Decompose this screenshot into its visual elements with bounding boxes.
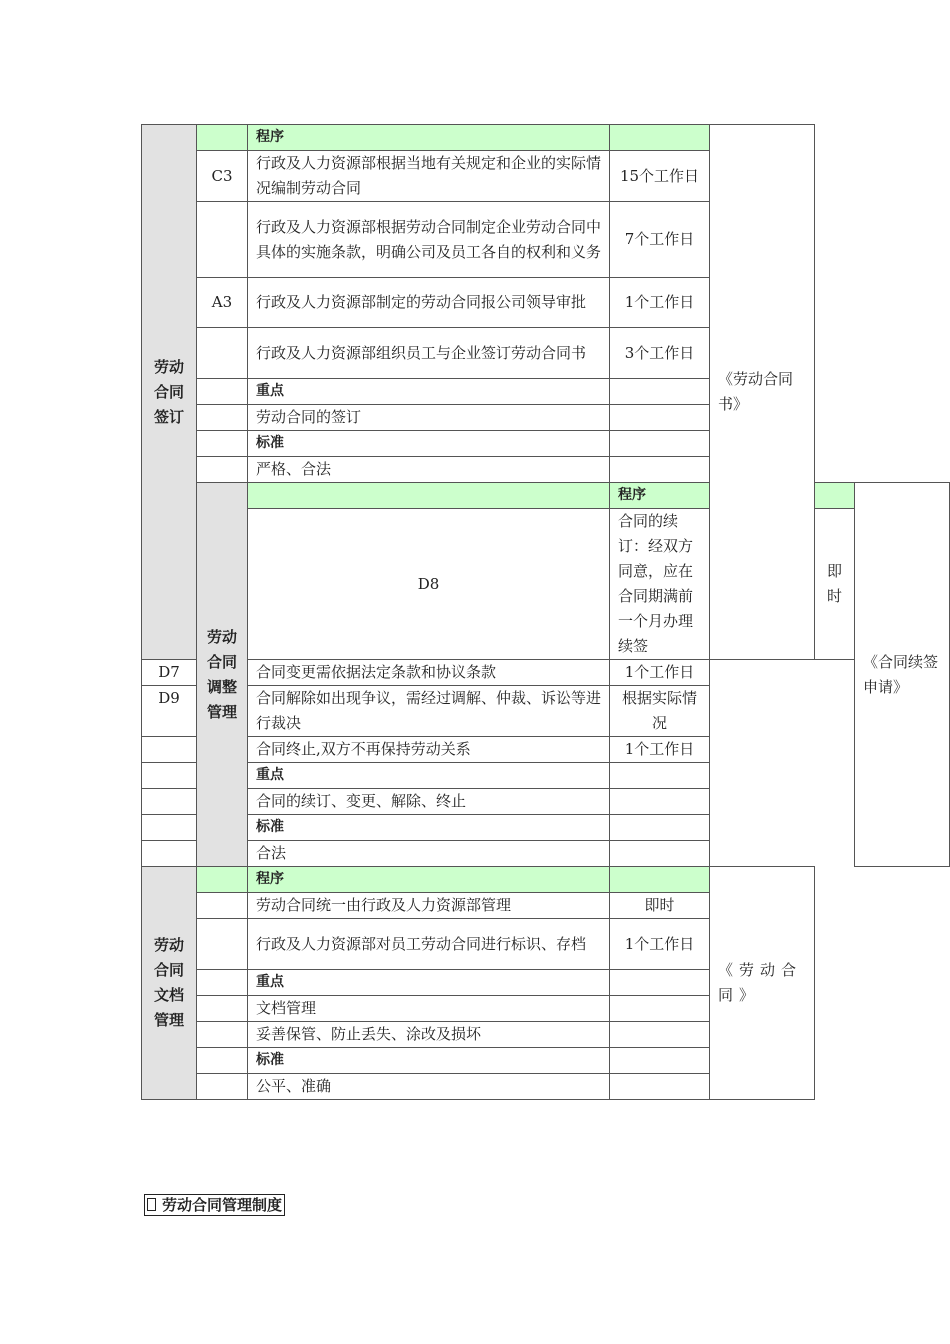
document-ref: 《劳动合同》: [710, 867, 815, 1100]
key-value-2: 妥善保管、防止丢失、涂改及损坏: [248, 1022, 610, 1048]
step-time: 1个工作日: [610, 660, 710, 686]
key-value: 劳动合同的签订: [248, 405, 610, 431]
table-row: [142, 660, 950, 686]
step-code: D7: [142, 660, 197, 686]
table-row: [142, 737, 950, 763]
table-row: [142, 328, 950, 379]
step-text: 行政及人力资源部对员工劳动合同进行标识、存档: [248, 919, 610, 970]
step-code: [197, 893, 248, 919]
step-text: 行政及人力资源部根据当地有关规定和企业的实际情况编制劳动合同: [248, 151, 610, 202]
table-row: [142, 970, 950, 996]
key-value: 文档管理: [248, 996, 610, 1022]
table-row: [142, 278, 950, 328]
table-row: [142, 509, 950, 660]
program-header: 程序: [248, 867, 610, 893]
step-text: 行政及人力资源部组织员工与企业签订劳动合同书: [248, 328, 610, 379]
table-row: [142, 125, 950, 151]
table-row: [142, 405, 950, 431]
standard-value: 合法: [248, 841, 610, 867]
section-title: [144, 1194, 285, 1216]
program-header: 程序: [248, 125, 610, 151]
stage-label-adjustment: 劳动合同调整管理: [197, 483, 248, 867]
table-row: [142, 1074, 950, 1100]
step-code: D8: [248, 509, 610, 660]
key-label: 重点: [248, 379, 610, 405]
step-code: [197, 919, 248, 970]
step-time: 根据实际情况: [610, 686, 710, 737]
step-time: 15个工作日: [610, 151, 710, 202]
stage-label-signing: 劳动合同签订: [142, 125, 197, 660]
step-text: 合同终止,双方不再保持劳动关系: [248, 737, 610, 763]
step-text: 行政及人力资源部制定的劳动合同报公司领导审批: [248, 278, 610, 328]
table-row: [142, 789, 950, 815]
step-code: C3: [197, 151, 248, 202]
step-time: 1个工作日: [610, 737, 710, 763]
key-label: 重点: [248, 763, 610, 789]
step-time: 即时: [815, 509, 855, 660]
table-row: [142, 867, 950, 893]
step-text: 合同的续订：经双方同意，应在合同期满前一个月办理续签: [610, 509, 710, 660]
table-row: [142, 841, 950, 867]
step-text: 合同变更需依据法定条款和协议条款: [248, 660, 610, 686]
table-row: [142, 457, 950, 483]
table-row: [142, 1048, 950, 1074]
step-time: 即时: [610, 893, 710, 919]
standard-value: 严格、合法: [248, 457, 610, 483]
step-text: 合同解除如出现争议，需经过调解、仲裁、诉讼等进行裁决: [248, 686, 610, 737]
document-ref: 《合同续签申请》: [855, 483, 950, 867]
standard-label: 标准: [248, 815, 610, 841]
standard-label: 标准: [248, 1048, 610, 1074]
table-row: [142, 151, 950, 202]
document-ref: 《劳动合同书》: [710, 125, 815, 660]
section-title-text: 劳动合同管理制度: [162, 1196, 283, 1214]
step-code: D9: [142, 686, 197, 737]
table-row: [142, 686, 950, 737]
table-row: [142, 996, 950, 1022]
step-text: 行政及人力资源部根据劳动合同制定企业劳动合同中具体的实施条款，明确公司及员工各自的权利和义务: [248, 202, 610, 278]
step-time: 7个工作日: [610, 202, 710, 278]
key-value: 合同的续订、变更、解除、终止: [248, 789, 610, 815]
step-time: 3个工作日: [610, 328, 710, 379]
table-row: [142, 919, 950, 970]
step-code: [197, 202, 248, 278]
standard-value: 公平、准确: [248, 1074, 610, 1100]
step-time: 1个工作日: [610, 919, 710, 970]
table-row: [142, 815, 950, 841]
step-code: [142, 737, 197, 763]
step-code: A3: [197, 278, 248, 328]
table-row: [142, 431, 950, 457]
standard-label: 标准: [248, 431, 610, 457]
step-time: 1个工作日: [610, 278, 710, 328]
table-row: [142, 202, 950, 278]
table-row: [142, 483, 950, 509]
step-text: 劳动合同统一由行政及人力资源部管理: [248, 893, 610, 919]
table-row: [142, 379, 950, 405]
table-row: [142, 1022, 950, 1048]
procedure-table: [141, 124, 950, 1100]
table-row: [142, 893, 950, 919]
program-header: 程序: [610, 483, 710, 509]
key-label: 重点: [248, 970, 610, 996]
stage-label-archive: 劳动合同文档管理: [142, 867, 197, 1100]
bullet-icon: [147, 1198, 156, 1211]
table-row: [142, 763, 950, 789]
step-code: [197, 328, 248, 379]
